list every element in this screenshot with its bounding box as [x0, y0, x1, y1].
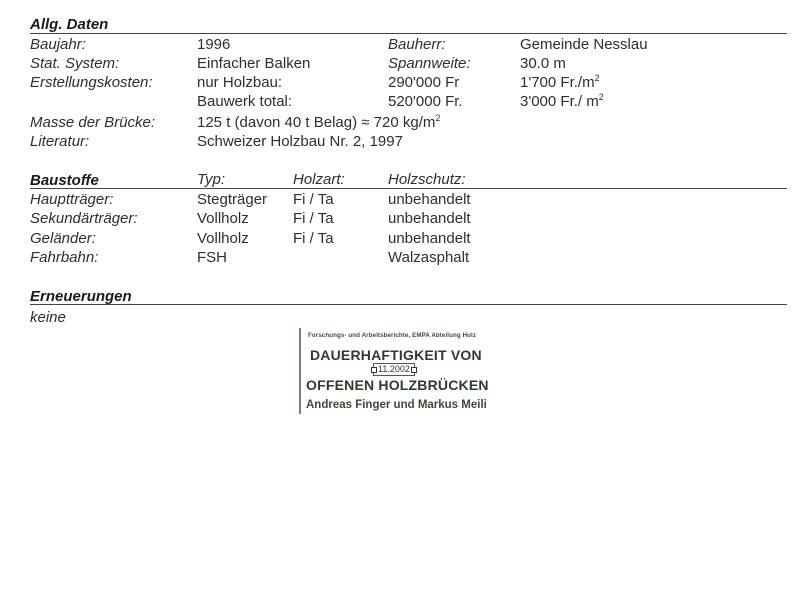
value-system: Einfacher Balken — [197, 55, 311, 72]
date-stamp[interactable] — [373, 363, 415, 376]
column-header-holzart: Holzart: — [293, 171, 345, 188]
cell-typ: Vollholz — [197, 230, 249, 247]
cell-holzart: Fi / Ta — [293, 191, 334, 208]
label-kosten: Erstellungskosten: — [30, 74, 153, 91]
column-header-typ: Typ: — [197, 171, 226, 188]
cell-holzschutz: unbehandelt — [388, 230, 471, 247]
footer-accent-bar — [299, 328, 301, 414]
kosten-row-label: nur Holzbau: — [197, 74, 283, 91]
kosten-row-label: Bauwerk total: — [197, 93, 293, 110]
value-erneuerungen: keine — [30, 309, 66, 326]
label-baujahr: Baujahr: — [30, 36, 86, 53]
cell-holzschutz: unbehandelt — [388, 210, 471, 227]
value-masse: 125 t (davon 40 t Belag) ≈ 720 $kg/m^2$ — [197, 113, 441, 131]
cell-typ: Stegträger — [197, 191, 268, 208]
resize-handle-icon[interactable] — [411, 367, 417, 373]
date-stamp-text: 11.2002 — [378, 364, 410, 374]
row-label: Hauptträger: — [30, 191, 114, 208]
section-title-erneuerungen: Erneuerungen — [30, 288, 132, 305]
cell-holzschutz: Walzasphalt — [388, 249, 470, 266]
row-label: Geländer: — [30, 230, 96, 247]
cell-typ: Vollholz — [197, 210, 249, 227]
label-system: Stat. System: — [30, 55, 120, 72]
footer-series: Forschungs- und Arbeitsberichte, EMPA Abteilung Holz — [308, 332, 477, 339]
kosten-row-total: 520'000 Fr. — [388, 93, 463, 110]
footer-authors: Andreas Finger und Markus Meili — [306, 399, 487, 411]
label-spannweite: Spannweite: — [388, 55, 471, 72]
value-baujahr: 1996 — [197, 36, 231, 53]
value-spannweite: 30.0 m — [520, 55, 566, 72]
section-title-general: Allg. Daten — [30, 16, 109, 33]
value-literatur: Schweizer Holzbau Nr. 2, 1997 — [197, 133, 403, 150]
footer-title-line2: OFFENEN HOLZBRÜCKEN — [306, 377, 489, 393]
row-label: Sekundärträger: — [30, 210, 138, 227]
label-literatur: Literatur: — [30, 133, 90, 150]
cell-holzschutz: unbehandelt — [388, 191, 471, 208]
divider — [30, 304, 787, 305]
footer-title-line1: DAUERHAFTIGKEIT VON — [310, 347, 482, 363]
value-bauherr: Gemeinde Nesslau — [520, 36, 648, 53]
section-title-baustoffe: Baustoffe — [30, 172, 99, 189]
column-header-holzschutz: Holzschutz: — [388, 171, 466, 188]
kosten-row-per-m2: 3'000 Fr./ $m^2$ — [520, 92, 604, 110]
kosten-row-per-m2: 1'700 $Fr./m^2$ — [520, 73, 600, 91]
cell-typ: FSH — [197, 249, 227, 266]
row-label: Fahrbahn: — [30, 249, 99, 266]
divider — [30, 188, 787, 189]
divider — [30, 33, 787, 34]
label-bauherr: Bauherr: — [388, 36, 446, 53]
resize-handle-icon[interactable] — [371, 367, 377, 373]
kosten-row-total: 290'000 Fr — [388, 74, 460, 91]
cell-holzart: Fi / Ta — [293, 230, 334, 247]
label-masse: Masse der Brücke: — [30, 114, 156, 131]
cell-holzart: Fi / Ta — [293, 210, 334, 227]
